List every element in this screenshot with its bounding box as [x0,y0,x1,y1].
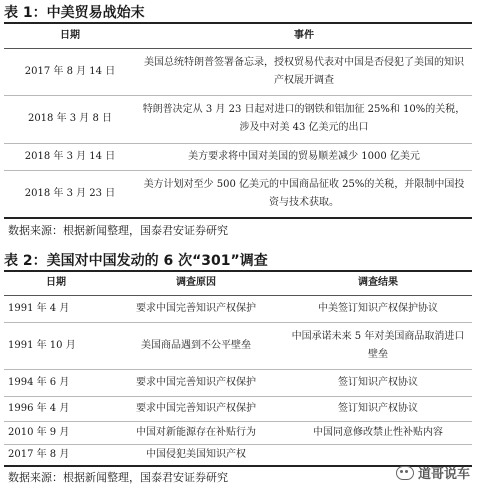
row-divider [4,170,472,171]
table2-source: 数据来源：根据新闻整理，国泰君安证券研究 [8,471,228,484]
table2-reason: 中国对新能源存在补贴行为 [136,427,256,438]
table1-date: 2018 年 3 月 8 日 [27,113,113,124]
row-divider [4,396,472,397]
table2-result: 签订知识产权协议 [338,403,418,414]
table1-header-rule [4,48,472,49]
table2-result: 签订知识产权协议 [338,377,418,388]
table1-event: 特朗普决定从 3 月 23 日起对进口的钢铁和铝加征 25%和 10%的关税，涉及中对美 43 亿美元的出口 [142,104,466,133]
row-divider [4,143,472,144]
table2-header-reason: 调查原因 [176,277,216,288]
row-divider [4,444,472,445]
table2-header-result: 调查结果 [358,277,398,288]
table1-top-rule [4,22,472,24]
watermark-text: 道哥说车 [417,467,470,482]
table2-reason: 要求中国完善知识产权保护 [136,377,256,388]
table2-result: 中美签订知识产权保护协议 [318,303,438,314]
table2-top-rule [4,270,472,272]
row-divider [4,421,472,422]
table2-title: 表 2：美国对中国发动的 6 次“301”调查 [4,253,268,269]
table2-date: 2017 年 8 月 [8,449,70,460]
table2-date: 1994 年 6 月 [8,377,70,388]
table1-event: 美方要求将中国对美国的贸易顺差减少 1000 亿美元 [188,151,420,162]
table2-result: 中国承诺未来 5 年对美国商品取消进口壁垒 [291,331,465,360]
table2-date: 1991 年 4 月 [8,303,70,314]
table2-date: 2010 年 9 月 [8,427,70,438]
table2-header-rule [4,295,472,296]
table1-bottom-rule [4,217,472,219]
table1-date: 2017 年 8 月 14 日 [24,66,116,77]
table1-header-event: 事件 [294,30,314,41]
table2-reason: 中国侵犯美国知识产权 [146,449,246,460]
table2-date: 1991 年 10 月 [8,340,76,351]
table1-date: 2018 年 3 月 23 日 [24,188,116,199]
table1-date: 2018 年 3 月 14 日 [24,151,116,162]
watermark [396,463,470,482]
table2-result [284,446,472,464]
table2-header-date: 日期 [46,277,66,288]
table2-result: 中国同意修改禁止性补贴内容 [313,427,443,438]
table2-reason: 要求中国完善知识产权保护 [136,403,256,414]
table1-title: 表 1：中美贸易战始末 [4,5,145,21]
table1-source: 数据来源：根据新闻整理，国泰君安证券研究 [8,224,228,237]
table2-reason: 美国商品遇到不公平壁垒 [141,340,251,351]
table2-reason: 要求中国完善知识产权保护 [136,303,256,314]
wechat-icon [396,466,414,480]
row-divider [4,369,472,370]
table1-header-date: 日期 [60,30,80,41]
row-divider [4,95,472,96]
row-divider [4,322,472,323]
table1-event: 美方计划对至少 500 亿美元的中国商品征收 25%的关税，并限制中国投资与技术获取。 [143,179,465,208]
table2-date: 1996 年 4 月 [8,403,70,414]
table1-event: 美国总统特朗普签署备忘录，授权贸易代表对中国是否侵犯了美国的知识产权展开调查 [144,57,464,86]
